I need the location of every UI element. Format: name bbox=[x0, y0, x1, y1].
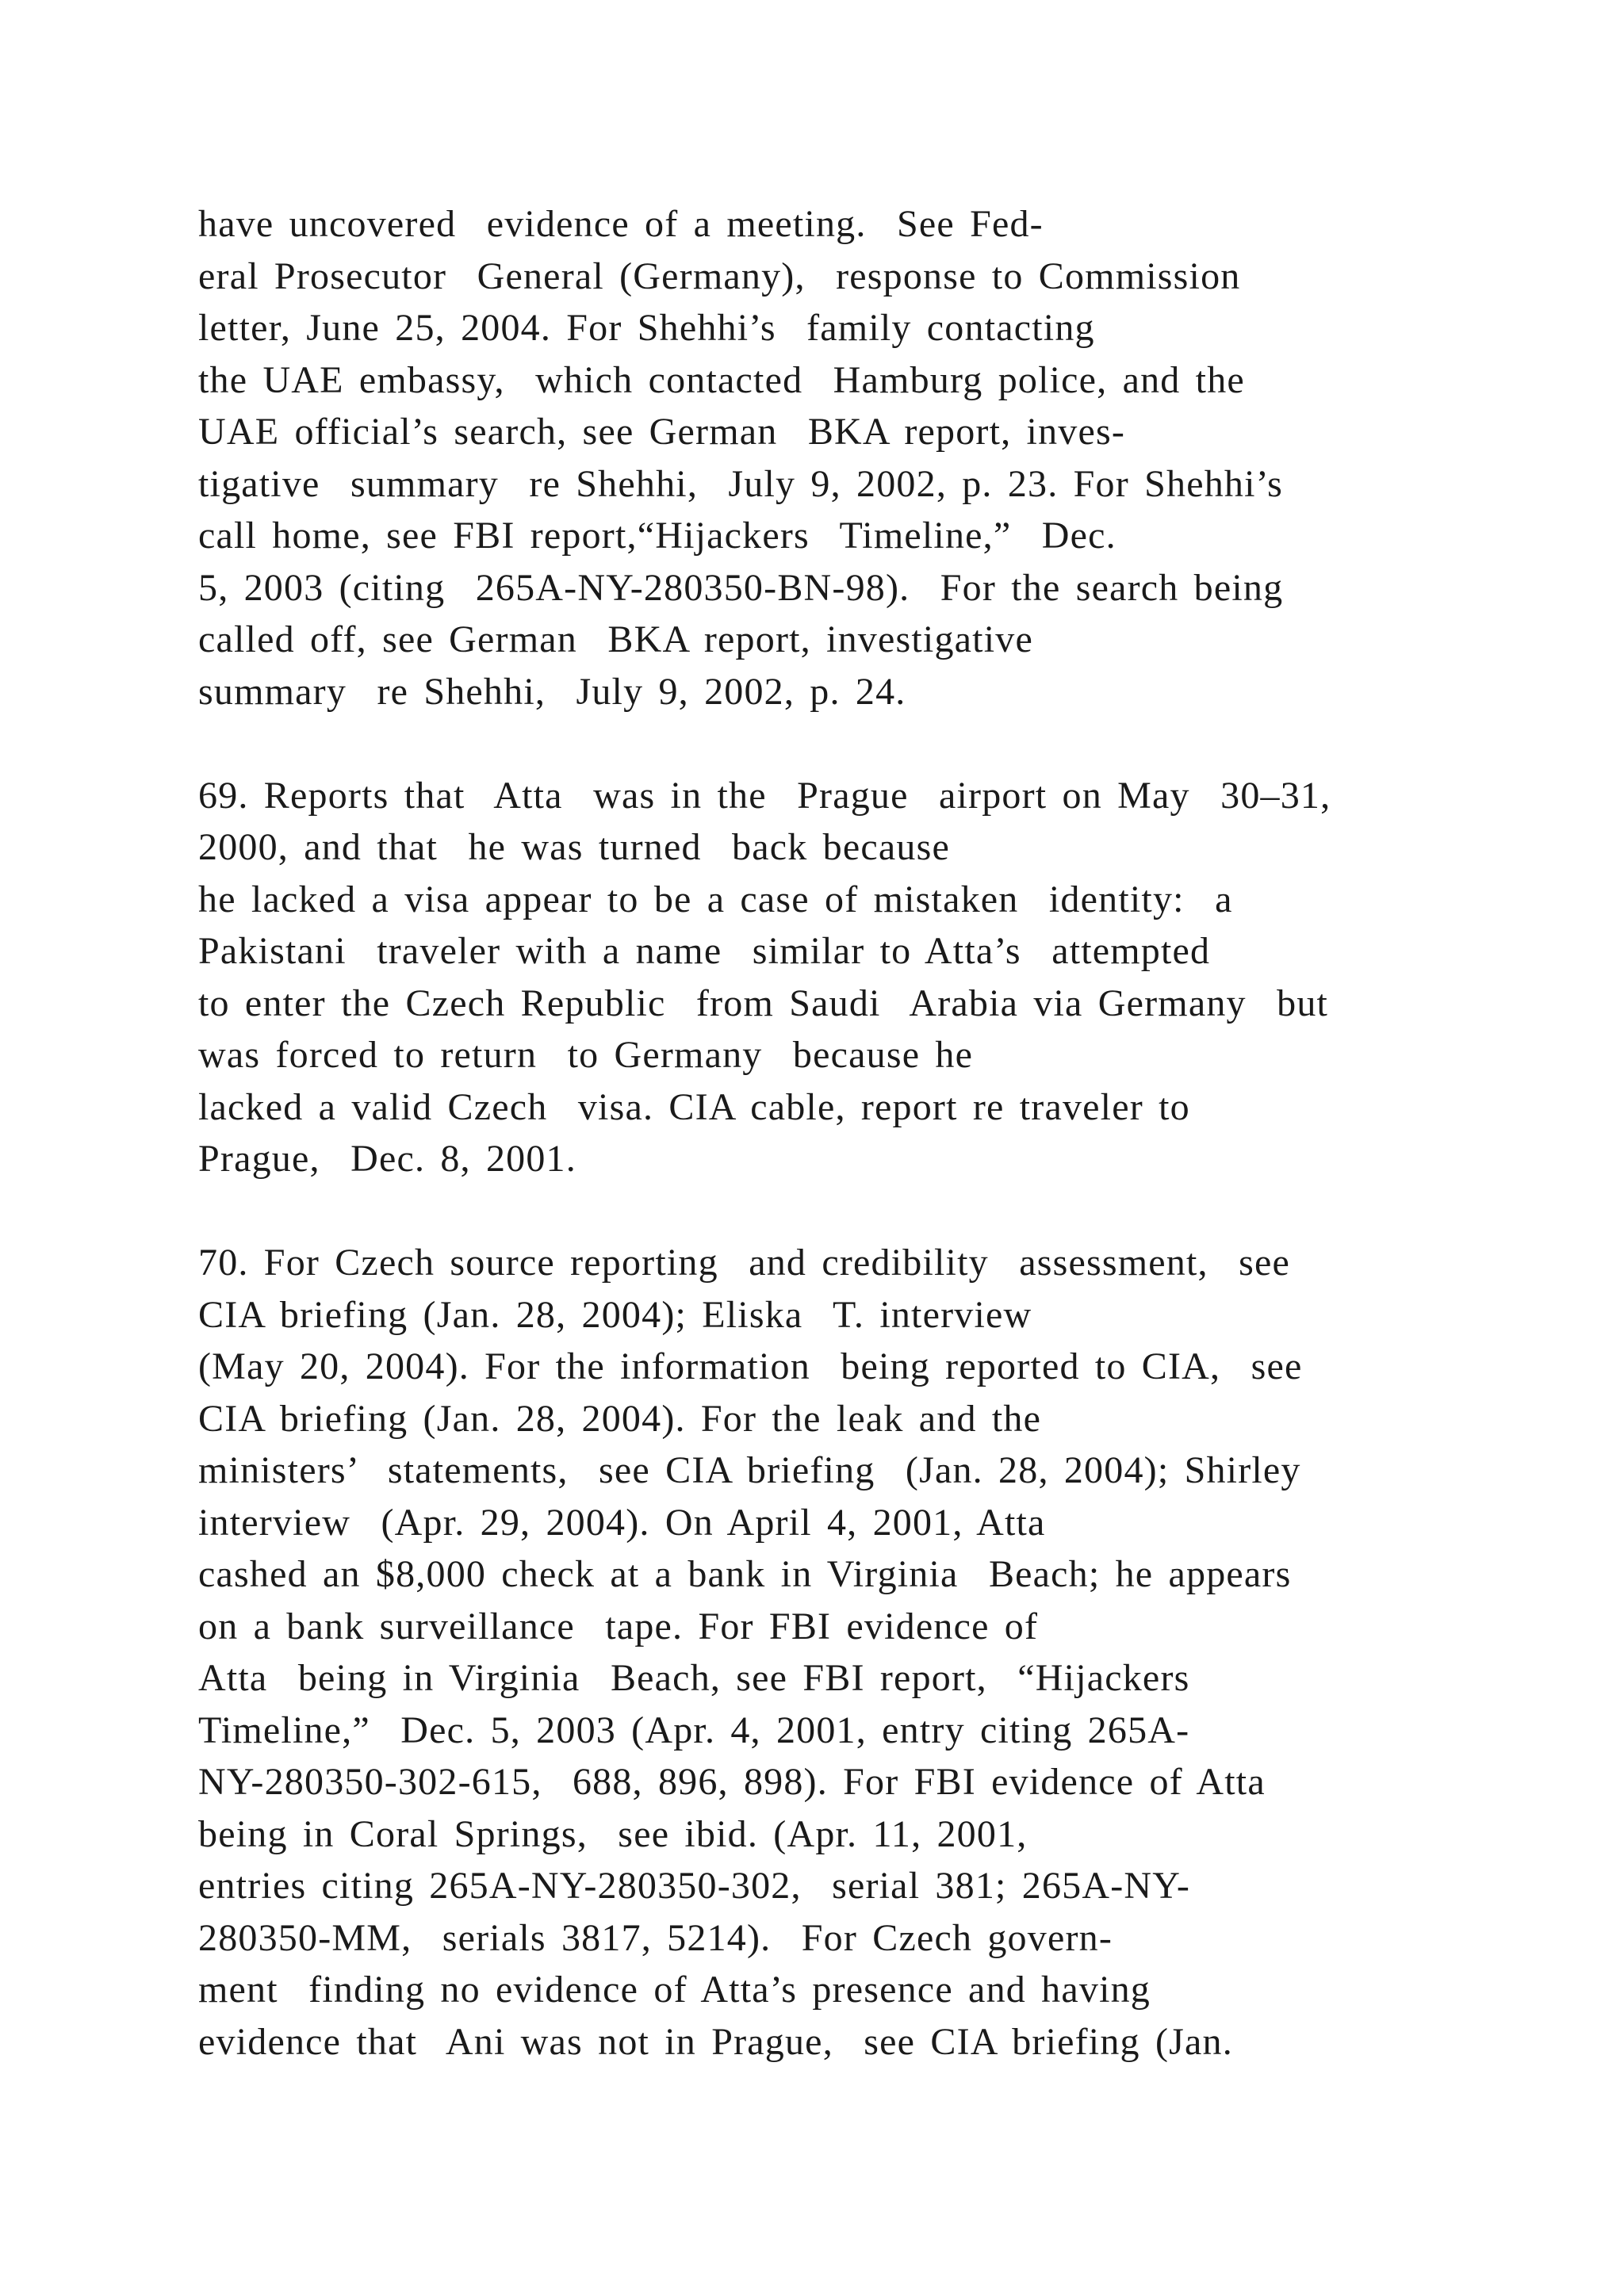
text-line: the UAE embassy, which contacted Hamburg police, and the bbox=[198, 358, 1245, 401]
text-line: on a bank surveillance tape. For FBI evidence of bbox=[198, 1605, 1039, 1647]
text-line: lacked a valid Czech visa. CIA cable, report re traveler to bbox=[198, 1085, 1190, 1128]
text-line: being in Coral Springs, see ibid. (Apr. 11, 2001, bbox=[198, 1812, 1028, 1855]
text-line: summary re Shehhi, July 9, 2002, p. 24. bbox=[198, 670, 906, 713]
text-line: Timeline,” Dec. 5, 2003 (Apr. 4, 2001, entry citing 265A- bbox=[198, 1709, 1190, 1751]
text-line: CIA briefing (Jan. 28, 2004); Eliska T. interview bbox=[198, 1293, 1032, 1336]
text-line: have uncovered evidence of a meeting. See Fed- bbox=[198, 203, 1044, 245]
endnote-paragraph bbox=[198, 198, 1546, 718]
text-line: tigative summary re Shehhi, July 9, 2002, p. 23. For Shehhi’s bbox=[198, 462, 1284, 505]
text-line: 70. For Czech source reporting and credibility assessment, see bbox=[198, 1242, 1290, 1284]
text-line: ministers’ statements, see CIA briefing (Jan. 28, 2004); Shirley bbox=[198, 1449, 1301, 1491]
text-line: he lacked a visa appear to be a case of mistaken identity: a bbox=[198, 878, 1233, 920]
text-line: entries citing 265A-NY-280350-302, serial 381; 265A-NY- bbox=[198, 1865, 1191, 1907]
endnote-paragraph bbox=[198, 770, 1546, 1185]
text-line: 2000, and that he was turned back because bbox=[198, 826, 950, 868]
text-line: to enter the Czech Republic from Saudi Arabia via Germany but bbox=[198, 982, 1329, 1024]
text-line: Pakistani traveler with a name similar to Atta’s attempted bbox=[198, 930, 1211, 972]
text-line: letter, June 25, 2004. For Shehhi’s family contacting bbox=[198, 307, 1095, 349]
text-line: 5, 2003 (citing 265A-NY-280350-BN-98). For the search being bbox=[198, 566, 1284, 609]
text-line: evidence that Ani was not in Prague, see CIA briefing (Jan. bbox=[198, 2020, 1233, 2063]
paragraph-gap bbox=[198, 1185, 1546, 1238]
text-line: Atta being in Virginia Beach, see FBI report, “Hijackers bbox=[198, 1657, 1190, 1699]
text-line: UAE official’s search, see German BKA report, inves- bbox=[198, 411, 1126, 453]
paragraph-gap bbox=[198, 718, 1546, 770]
text-line: 69. Reports that Atta was in the Prague airport on May 30–31, bbox=[198, 774, 1331, 817]
endnote-paragraph bbox=[198, 1237, 1546, 2068]
text-line: eral Prosecutor General (Germany), response to Commission bbox=[198, 254, 1241, 297]
text-line: was forced to return to Germany because he bbox=[198, 1034, 974, 1076]
endnotes-text bbox=[198, 198, 1546, 2068]
text-line: call home, see FBI report,“Hijackers Timeline,” Dec. bbox=[198, 515, 1116, 557]
text-line: Prague, Dec. 8, 2001. bbox=[198, 1138, 576, 1180]
text-line: ment finding no evidence of Atta’s presence and having bbox=[198, 1969, 1151, 2011]
text-line: CIA briefing (Jan. 28, 2004). For the leak and the bbox=[198, 1397, 1042, 1440]
text-line: (May 20, 2004). For the information being reported to CIA, see bbox=[198, 1345, 1303, 1387]
text-line: 280350-MM, serials 3817, 5214). For Czech govern- bbox=[198, 1916, 1113, 1959]
text-line: interview (Apr. 29, 2004). On April 4, 2001, Atta bbox=[198, 1501, 1046, 1544]
text-line: cashed an $8,000 check at a bank in Virginia Beach; he appears bbox=[198, 1553, 1292, 1595]
text-line: called off, see German BKA report, investigative bbox=[198, 618, 1033, 660]
text-line: NY-280350-302-615, 688, 896, 898). For FBI evidence of Atta bbox=[198, 1761, 1266, 1803]
